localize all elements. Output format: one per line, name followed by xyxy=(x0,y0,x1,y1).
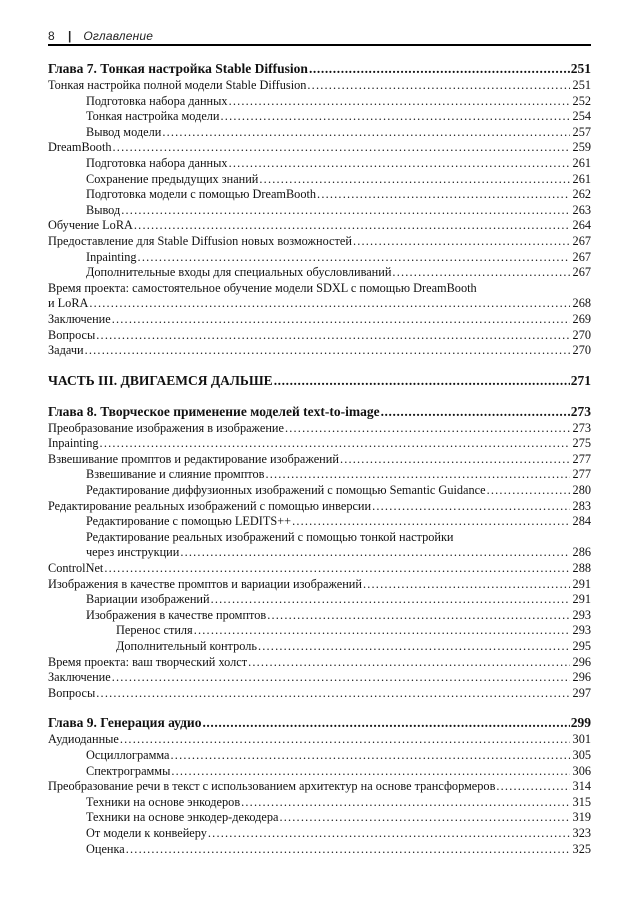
toc-entry[interactable]: Заключение ..... 269 xyxy=(48,312,591,328)
toc-entry[interactable]: Подготовка модели с помощью DreamBooth ..... 262 xyxy=(48,187,591,203)
toc-entry[interactable]: Редактирование с помощью LEDITS++ ..... 284 xyxy=(48,514,591,530)
toc-entry-line2[interactable]: через инструкции ..... 286 xyxy=(48,545,591,561)
toc-entry[interactable]: Дополнительные входы для специальных обусловливаний ..... 267 xyxy=(48,265,591,281)
running-head xyxy=(48,27,591,45)
toc-entry[interactable]: Заключение ..... 296 xyxy=(48,670,591,686)
toc-entry[interactable]: Преобразование изображения в изображение ..... 273 xyxy=(48,421,591,437)
toc-chapter-9[interactable]: Глава 9. Генерация аудио ..... 299 xyxy=(48,714,591,732)
toc-entry[interactable]: Редактирование диффузионных изображений с помощью Semantic Guidance ..... 280 xyxy=(48,483,591,499)
toc-entry[interactable]: Вопросы ..... 270 xyxy=(48,328,591,344)
toc-entry-line1[interactable]: Редактирование реальных изображений с помощью тонкой настройки xyxy=(86,529,454,544)
toc-entry[interactable]: Осциллограмма ..... 305 xyxy=(48,748,591,764)
toc-entry[interactable]: Техники на основе энкодер-декодера ..... 319 xyxy=(48,810,591,826)
toc-chapter-7[interactable]: Глава 7. Тонкая настройка Stable Diffusion ..... 251 xyxy=(48,60,591,78)
section-title: Оглавление xyxy=(83,29,154,43)
toc-entry[interactable]: DreamBooth ..... 259 xyxy=(48,140,591,156)
toc-entry[interactable]: Вывод модели ..... 257 xyxy=(48,125,591,141)
toc-entry[interactable]: Спектрограммы ..... 306 xyxy=(48,764,591,780)
toc-entry[interactable]: Сохранение предыдущих знаний ..... 261 xyxy=(48,172,591,188)
toc-entry[interactable]: Аудиоданные ..... 301 xyxy=(48,732,591,748)
toc-chapter-8[interactable]: Глава 8. Творческое применение моделей text-to-image ..... 273 xyxy=(48,403,591,421)
toc-entry[interactable]: Дополнительный контроль ..... 295 xyxy=(48,639,591,655)
toc-entry[interactable]: Оценка ..... 325 xyxy=(48,842,591,858)
toc-entry[interactable]: Перенос стиля ..... 293 xyxy=(48,623,591,639)
toc-entry[interactable]: Подготовка набора данных ..... 252 xyxy=(48,94,591,110)
table-of-contents xyxy=(48,60,591,857)
toc-entry[interactable]: Время проекта: ваш творческий холст ..... 296 xyxy=(48,655,591,671)
toc-entry[interactable]: Обучение LoRA ..... 264 xyxy=(48,218,591,234)
toc-entry[interactable]: ControlNet ..... 288 xyxy=(48,561,591,577)
toc-entry[interactable]: Изображения в качестве промптов ..... 293 xyxy=(48,608,591,624)
toc-entry[interactable]: Вариации изображений ..... 291 xyxy=(48,592,591,608)
toc-entry[interactable]: Тонкая настройка модели ..... 254 xyxy=(48,109,591,125)
header-separator: | xyxy=(68,29,72,43)
toc-entry-line1[interactable]: Время проекта: самостоятельное обучение модели SDXL с помощью DreamBooth xyxy=(48,280,477,295)
toc-entry[interactable]: Тонкая настройка полной модели Stable Diffusion ..... 251 xyxy=(48,78,591,94)
toc-entry[interactable]: Изображения в качестве промптов и вариации изображений ..... 291 xyxy=(48,577,591,593)
toc-entry[interactable]: Взвешивание промптов и редактирование изображений ..... 277 xyxy=(48,452,591,468)
header-rule xyxy=(48,44,591,46)
toc-entry[interactable]: Редактирование реальных изображений с помощью инверсии ..... 283 xyxy=(48,499,591,515)
toc-entry-line2[interactable]: и LoRA ..... 268 xyxy=(48,296,591,312)
toc-entry[interactable]: Взвешивание и слияние промптов ..... 277 xyxy=(48,467,591,483)
toc-entry[interactable]: От модели к конвейеру ..... 323 xyxy=(48,826,591,842)
toc-entry[interactable]: Техники на основе энкодеров ..... 315 xyxy=(48,795,591,811)
toc-entry[interactable]: Вопросы ..... 297 xyxy=(48,686,591,702)
toc-entry[interactable]: Inpainting ..... 267 xyxy=(48,250,591,266)
toc-entry[interactable]: Задачи ..... 270 xyxy=(48,343,591,359)
toc-entry[interactable]: Вывод ..... 263 xyxy=(48,203,591,219)
page-number: 8 xyxy=(48,29,55,43)
toc-entry[interactable]: Inpainting ..... 275 xyxy=(48,436,591,452)
toc-entry[interactable]: Подготовка набора данных ..... 261 xyxy=(48,156,591,172)
toc-entry[interactable]: Преобразование речи в текст с использованием архитектур на основе трансформеров ..... 314 xyxy=(48,779,591,795)
toc-entry[interactable]: Предоставление для Stable Diffusion новых возможностей ..... 267 xyxy=(48,234,591,250)
toc-part-3[interactable]: ЧАСТЬ III. ДВИГАЕМСЯ ДАЛЬШЕ ..... 271 xyxy=(48,372,591,390)
